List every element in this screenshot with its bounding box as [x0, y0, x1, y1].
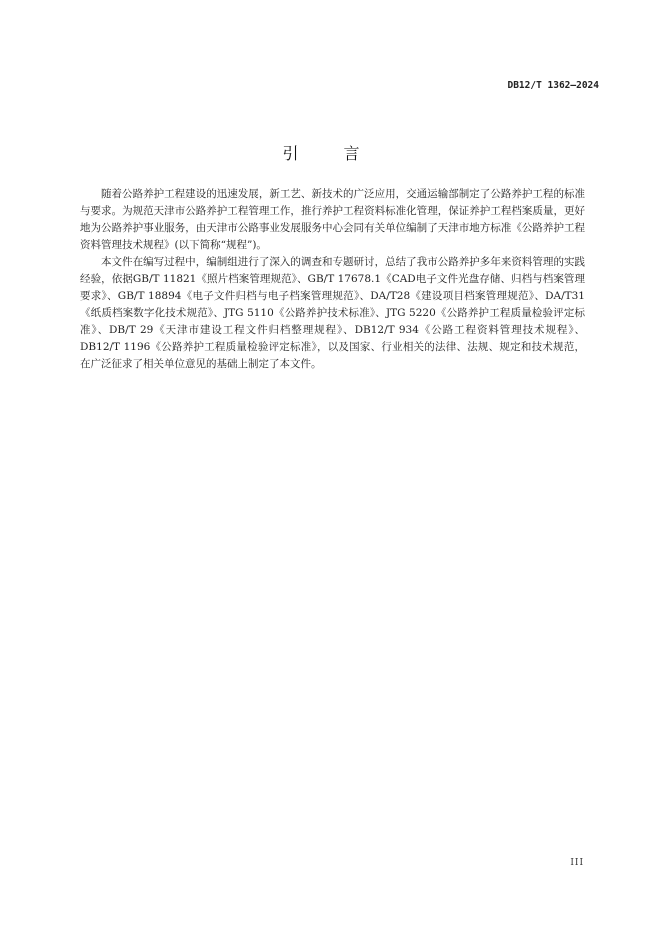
page-title: 引 言: [282, 144, 380, 163]
page-number: III: [570, 858, 584, 868]
paragraph-references: 本文件在编写过程中，编制组进行了深入的调查和专题研讨，总结了我市公路养护多年来资料管理的实践经验，依据GB/T 11821《照片档案管理规范》、GB/T 17678.1《CAD电子文件光盘存储、归档与档案管理要求》、GB/T 18894《电子文件归档与电子档案管理规范》、DA/T28《建设项目档案管理规范》、DA/T31《纸质档案数字化技术规范》、JTG 5110《公路养护技术标准》、JTG 5220《公路养护工程质量检验评定标准》、DB/T 29《天津市建设工程文件归档整理规程》、DB12/T 934《公路工程资料管理技术规程》、DB12/T 1196《公路养护工程质量检验评定标准》，以及国家、行业相关的法律、法规、规定和技术规范，在广泛征求了相关单位意见的基础上制定了本文件。: [80, 256, 585, 370]
introduction-body: [80, 186, 585, 373]
standard-code: DB12/T 1362—2024: [507, 80, 599, 91]
paragraph-background: 随着公路养护工程建设的迅速发展，新工艺、新技术的广泛应用，交通运输部制定了公路养护工程的标准与要求。为规范天津市公路养护工程管理工作，推行养护工程资料标准化管理，保证养护工程档案质量，更好地为公路养护事业服务，由天津市公路事业发展服务中心会同有关单位编制了天津市地方标准《公路养护工程资料管理技术规程》(以下简称“规程”)。: [80, 188, 585, 251]
